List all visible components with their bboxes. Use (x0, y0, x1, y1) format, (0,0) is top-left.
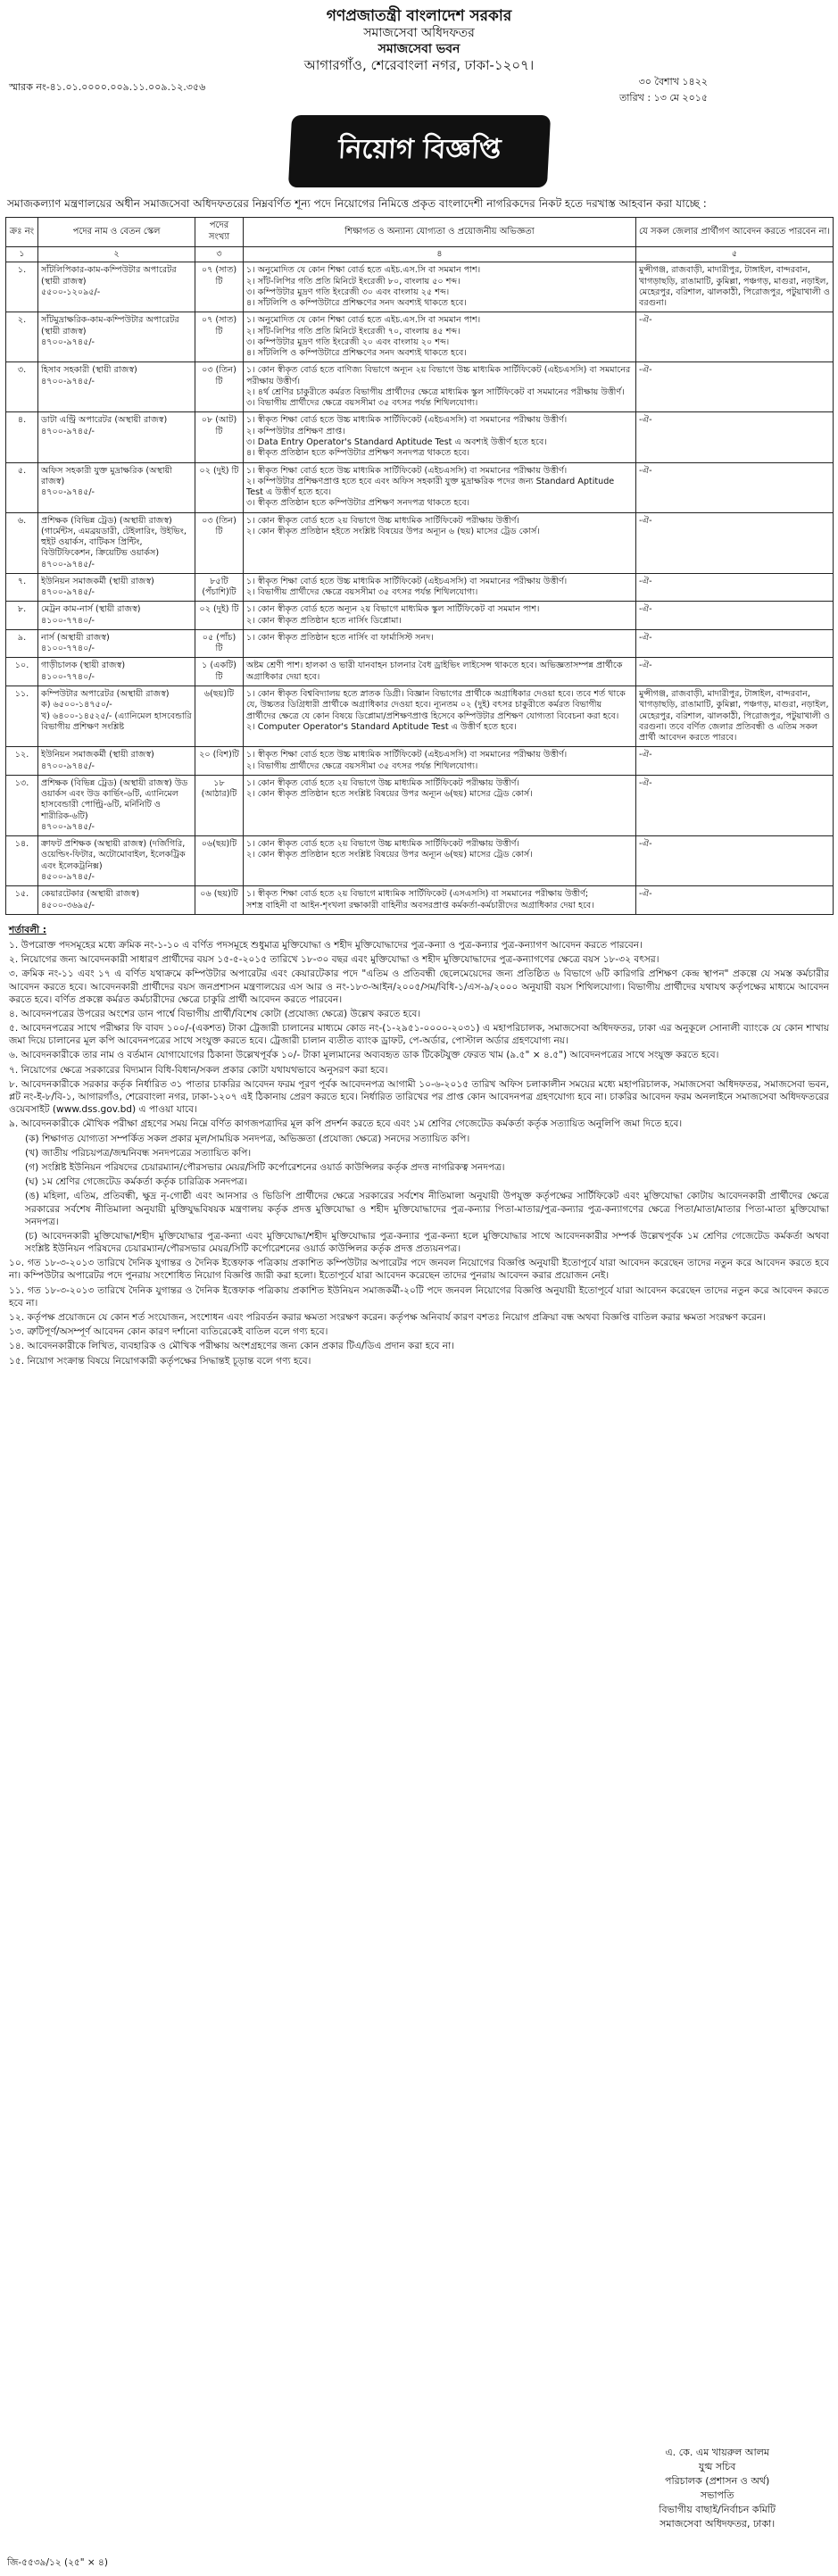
row-serial: ১৫. (6, 886, 38, 915)
signatory-name: এ. কে. এম খায়রুল আলম (665, 2447, 769, 2458)
table-row (6, 462, 834, 512)
row-excluded-districts: -ঐ- (636, 573, 834, 602)
row-serial: ২. (6, 312, 38, 362)
table-row (6, 775, 834, 835)
row-qualification: ১। স্বীকৃত শিক্ষা বোর্ড হতে উচ্চ মাধ্যমিক সার্টিফিকেট (এইচএসসি) বা সমমানের পরীক্ষায় উত্তীর্ণ। ২। বিভাগীয় প্রার্থীদের ক্ষেত্রে বয়সসীমা ৩৫ বৎসর পর্যন্ত শিথিলযোগ্য। (244, 747, 636, 776)
condition-item: ৪. আবেদনপত্রের উপরের অংশের ডান পার্শ্বে বিভাগীয় প্রার্থী/বিশেষ কোটা (প্রযোজ্য ক্ষেত্রে) উল্লেখ করতে হবে। (9, 1008, 421, 1019)
row-serial: ১৪. (6, 836, 38, 886)
table-row (6, 658, 834, 686)
row-serial: ১০. (6, 658, 38, 686)
condition-item: ১২. কর্তৃপক্ষ প্রয়োজনে যে কোন শর্ত সংযোজন, সংশোধন এবং পরিবর্তন করার ক্ষমতা সংরক্ষণ করেন। কর্তৃপক্ষ অনিবার্য কারণ বশতঃ নিয়োগ প্রক্রিয়া বন্ধ অথবা বিজ্ঞপ্তি বাতিল করার ক্ষমতা সংরক্ষণ করেন। (9, 1312, 767, 1324)
column-number-row (6, 246, 834, 262)
col-number: ৪ (244, 246, 636, 262)
row-excluded-districts: -ঐ- (636, 312, 834, 362)
condition-item: ১৩. ত্রুটিপূর্ণ/অসম্পূর্ণ আবেদন কোন কারণ দর্শানো ব্যতিরেকেই বাতিল বলে গণ্য হবে। (9, 1326, 328, 1338)
table-row (6, 412, 834, 462)
row-post-count: ১ (একটি) টি (195, 658, 244, 686)
row-post-name: প্রশিক্ষক (বিভিন্ন ট্রেড) (অস্থায়ী রাজস্ব) (গার্মেন্টস, এমব্রয়ডারী, টেইলারিং, উইভিং, হুইট ওয়ার্কস, বাটিকস প্রিন্টিং, বিউটিফিকেশন, ক্রিয়েটিভ ওয়ার্কস) ৪৭০০-৯৭৪৫/- (38, 512, 195, 573)
row-qualification: ১। স্বীকৃত শিক্ষা বোর্ড হতে উচ্চ মাধ্যমিক সার্টিফিকেট (এইচএসসি) বা সমমানের পরীক্ষায় উত্তীর্ণ। ২। বিভাগীয় প্রার্থীদের ক্ষেত্রে বয়সসীমা ৩৫ বৎসর পর্যন্ত শিথিলযোগ্য। (244, 573, 636, 602)
condition-subitem: (ঙ) মহিলা, এতিম, প্রতিবন্ধী, ক্ষুদ্র নৃ-গোষ্ঠী এবং আনসার ও ভিডিপি প্রার্থীদের ক্ষেত্রে সরকারের সর্বশেষ নীতিমালা অনুযায়ী উপযুক্ত কর্তৃপক্ষের সার্টিফিকেট এবং মুক্তিযোদ্ধা কোটায় আবেদনকারী প্রার্থীদের ক্ষেত্রে সরকারের সর্বশেষ নীতিমালা অনুযায়ী মুক্তিযুদ্ধবিষয়ক মন্ত্রণালয় কর্তৃক প্রদত্ত মুক্তিযোদ্ধা ও শহীদ মুক্তিযোদ্ধাদের পুত্র-কন্যার পিতা-মাতার/পুত্র-কন্যার পুত্র-কন্যাগণের ক্ষেত্রে পিতা/মাতা/মাতার পিতা-মাতা মুক্তিযোদ্ধা সনদপত্র। (25, 1191, 829, 1227)
col-number: ৩ (195, 246, 244, 262)
row-post-name: অফিস সহকারী যুক্ত মুদ্রাক্ষরিক (অস্থায়ী রাজস্ব) ৪৭০০-৯৭৪৫/- (38, 462, 195, 512)
row-serial: ৯. (6, 629, 38, 658)
conditions-sublist (9, 1133, 829, 1256)
header-qualification: শিক্ষাগত ও অন্যান্য যোগ্যতা ও প্রয়োজনীয় অভিজ্ঞতা (244, 218, 636, 247)
row-post-count: ০৬(ছয়)টি (195, 836, 244, 886)
row-serial: ৫. (6, 462, 38, 512)
office-address: আগারগাঁও, শেরেবাংলা নগর, ঢাকা-১২০৭। (303, 57, 535, 74)
posts-table-body (6, 262, 834, 915)
signatory-designation: যুগ্ম সচিব (698, 2460, 736, 2472)
row-post-name: ইউনিয়ন সমাজকর্মী (স্থায়ী রাজস্ব) ৪৭০০-৯৭৪৫/- (38, 573, 195, 602)
row-excluded-districts: -ঐ- (636, 836, 834, 886)
table-header-row (6, 218, 834, 247)
header-serial: ক্রঃ নং (6, 218, 38, 247)
row-excluded-districts: -ঐ- (636, 658, 834, 686)
table-row (6, 573, 834, 602)
row-post-count: ১৮ (আঠার)টি (195, 775, 244, 835)
row-excluded-districts: -ঐ- (636, 412, 834, 462)
row-serial: ৭. (6, 573, 38, 602)
row-post-count: ০২ (দুই) টি (195, 602, 244, 630)
date-english-line (619, 90, 708, 107)
date-english: ১৩ মে ২০১৫ (653, 92, 708, 104)
row-qualification: অষ্টম শ্রেণী পাশ। হালকা ও ভারী যানবাহন চালনার বৈধ ড্রাইভিং লাইসেন্স থাকতে হবে। অভিজ্ঞতাসম্পন্ন প্রার্থীকে অগ্রাধিকার দেয়া হবে। (244, 658, 636, 686)
row-qualification: ১। কোন স্বীকৃত বোর্ড হতে ২য় বিভাগে উচ্চ মাধ্যমিক সার্টিফিকেট পরীক্ষায় উত্তীর্ণ। ২। কোন স্বীকৃত প্রতিষ্ঠান হতে সংশ্লিষ্ট বিষয়ের উপর অন্যূন ৬(ছয়) মাসের ট্রেড কোর্স। (244, 836, 636, 886)
table-row (6, 629, 834, 658)
header-excluded-districts: যে সকল জেলার প্রার্থীগণ আবেদন করতে পারবেন না। (636, 218, 834, 247)
col-number: ২ (38, 246, 195, 262)
row-excluded-districts: -ঐ- (636, 512, 834, 573)
posts-table (5, 217, 834, 914)
condition-subitem: (ঘ) ১ম শ্রেণির গেজেটেড কর্মকর্তা কর্তৃক চারিত্রিক সনদপত্র। (25, 1176, 248, 1188)
row-serial: ৮. (6, 602, 38, 630)
conditions-section (9, 924, 829, 1367)
conditions-list (9, 939, 829, 1131)
row-qualification: ১। স্বীকৃত শিক্ষা বোর্ড হতে ২য় বিভাগে মাধ্যমিক সার্টিফিকেট (এসএসসি) বা সমমানের পরীক্ষায় উত্তীর্ণ; সশস্ত্র বাহিনী বা আইন-শৃংখলা রক্ষাকারী বাহিনীর অবসরপ্রাপ্ত কর্মকর্তা-কর্মচারীদের অগ্রাধিকার দেয়া হবে। (244, 886, 636, 915)
row-post-count: ০৬ (ছয়)টি (195, 886, 244, 915)
row-serial: ৩. (6, 362, 38, 412)
row-post-name: সাঁটমুদ্রাক্ষরিক-কাম-কম্পিউটার অপারেটর (স্থায়ী রাজস্ব) ৪৭০০-৯৭৪৫/- (38, 312, 195, 362)
condition-subitem: (চ) আবেদনকারী মুক্তিযোদ্ধা/শহীদ মুক্তিযোদ্ধার পুত্র-কন্যা এবং মুক্তিযোদ্ধা/শহীদ মুক্তিযোদ্ধার পুত্র-কন্যার পুত্র-কন্যা হলে মুক্তিযোদ্ধার সাথে আবেদনকারীর সম্পর্ক উল্লেখপূর্বক ১ম শ্রেণির গেজেটেড কর্মকর্তা অথবা সংশ্লিষ্ট ইউনিয়ন পরিষদের চেয়ারম্যান/পৌরসভার মেয়র/সিটি কর্পোরেশনের ওয়ার্ড কাউন্সিলর কর্তৃক প্রদত্ত প্রত্যয়নপত্র। (25, 1230, 829, 1255)
header-post: পদের নাম ও বেতন স্কেল (38, 218, 195, 247)
row-serial: ১৩. (6, 775, 38, 835)
condition-item: ১১. গত ১৮-৩-২০১৩ তারিখে দৈনিক যুগান্তর ও দৈনিক ইত্তেফাক পত্রিকায় প্রকাশিত ইউনিয়ন সমাজকর্মী-২০টি পদে জনবল নিয়োগের বিজ্ঞপ্তি অনুযায়ী ইতোপূর্বে যারা আবেদন করেছেন তাদের নতুন করে আবেদন করতে হবে না। (9, 1284, 829, 1309)
committee-name: বিভাগীয় বাছাই/নির্বাচন কমিটি (659, 2503, 776, 2515)
row-serial: ১২. (6, 747, 38, 776)
signatory-role: পরিচালক (প্রশাসন ও অর্থ) (665, 2474, 770, 2487)
department-name: সমাজসেবা অধিদফতর (363, 26, 475, 41)
row-excluded-districts: মুন্সীগঞ্জ, রাজবাড়ী, মাদারীপুর, টাঙ্গাইল, বান্দরবান, খাগড়াছড়ি, রাঙামাটি, কুমিল্লা, পঞ্চগড়, মাগুরা, নড়াইল, মেহেরপুর, বরিশাল, ঝালকাঠী, পিরোজপুর, পটুয়াখালী ও বরগুনা। তবে বর্ণিত জেলার প্রতিবন্ধী ও এতিম সকল প্রার্থী আবেদন করতে পারবে। (636, 686, 834, 747)
condition-subitem: (গ) সংশ্লিষ্ট ইউনিয়ন পরিষদের চেয়ারম্যান/পৌরসভার মেয়র/সিটি কর্পোরেশনের ওয়ার্ড কাউন্সিলর কর্তৃক প্রদত্ত নাগরিকত্ব সনদপত্র। (25, 1161, 505, 1173)
memo-row (5, 74, 833, 115)
signature-block (659, 2446, 776, 2531)
row-excluded-districts: মুন্সীগঞ্জ, রাজবাড়ী, মাদারীপুর, টাঙ্গাইল, বান্দরবান, খাগড়াছড়ি, রাঙামাটি, কুমিল্লা, পঞ্চগড়, মাগুরা, নড়াইল, মেহেরপুর, বরিশাল, ঝালকাঠী, পিরোজপুর, পটুয়াখালী ও বরগুনা। (636, 262, 834, 312)
row-post-name: ক্রাফট প্রশিক্ষক (অস্থায়ী রাজস্ব) (দর্জিগিরি, ওয়েল্ডিং-ফিটার, অটোমোবাইল, ইলেকট্রিক এবং ইলেকট্রনিক্স) ৪৫০০-৯৭৪৫/- (38, 836, 195, 886)
row-post-count: ০৩ (তিন) টি (195, 362, 244, 412)
row-post-count: ২০ (বিশ)টি (195, 747, 244, 776)
row-post-count: ০২ (দুই) টি (195, 462, 244, 512)
row-qualification: ১। কোন স্বীকৃত বোর্ড হতে ২য় বিভাগে উচ্চ মাধ্যমিক সার্টিফিকেট পরীক্ষায় উত্তীর্ণ। ২। কোন স্বীকৃত প্রতিষ্ঠান হইতে সংশ্লিষ্ট বিষয়ের উপর অন্যূন ৬ (ছয়) মাসের ট্রেড কোর্স। (244, 512, 636, 573)
table-row (6, 747, 834, 776)
table-row (6, 312, 834, 362)
intro-text: সমাজকল্যাণ মন্ত্রণালয়ের অধীন সমাজসেবা অধিদফতরের নিম্নবর্ণিত শূন্য পদে নিয়োগের নিমিত্তে প্রকৃত বাংলাদেশী নাগরিকদের নিকট হতে দরখাস্ত আহবান করা যাচ্ছে : (7, 197, 707, 210)
row-post-name: কম্পিউটার অপারেটর (অস্থায়ী রাজস্ব) ক) ৬৫০০-১৪৭৫০/- খ) ৬৪০০-১৪৫২৫/- (এ্যানিমেল হাসবেন্ডারি বিভাগীয় প্রশিক্ষণ সংশ্লিষ্ট (38, 686, 195, 747)
condition-subitem: (ক) শিক্ষাগত যোগ্যতা সম্পর্কিত সকল প্রকার মূল/সাময়িক সনদপত্র, অভিজ্ঞতা (প্রযোজ্য ক্ষেত্রে) সনদের সত্যায়িত কপি। (25, 1133, 470, 1144)
row-post-name: গাড়ীচালক (স্থায়ী রাজস্ব) ৪১০০-৭৭৪০/- (38, 658, 195, 686)
header-count: পদের সংখ্যা (195, 218, 244, 247)
condition-item: ২. নিয়োগের জন্য আবেদনকারী সাধারণ প্রার্থীদের বয়স ১৫-৫-২০১৫ তারিখে ১৮-৩০ বছর এবং মুক্তিযোদ্ধা ও শহীদ মুক্তিযোদ্ধাদের পুত্র-কন্যাগণের ক্ষেত্রে বয়স ১৮-৩২ বৎসর। (9, 954, 660, 966)
row-serial: ১১. (6, 686, 38, 747)
building-name: সমাজসেবা ভবন (378, 41, 460, 56)
condition-item: ৭. নিয়োগের ক্ষেত্রে সরকারের বিদ্যমান বিধি-বিধান/সকল প্রকার কোটা যথাযথভাবে অনুসরণ করা হবে। (9, 1064, 388, 1076)
table-row (6, 886, 834, 915)
table-row (6, 836, 834, 886)
conditions-title: শর্তাবলী : (9, 924, 47, 935)
row-post-name: নার্স (অস্থায়ী রাজস্ব) ৪১০০-৭৭৪০/- (38, 629, 195, 658)
row-post-name: প্রশিক্ষক (বিভিন্ন ট্রেড) (অস্থায়ী রাজস্ব) উড ওয়ার্কস এবং উড কার্ভিং-৬টি, এ্যানিমেল হাসবেন্ডারী পোল্ট্রি-৬টি, মর্নিনিটি ও শারীরিক-৬টি) ৪৭০০-৯৭৪৫/- (38, 775, 195, 835)
row-serial: ৬. (6, 512, 38, 573)
row-post-name: মেট্রন কাম-নার্স (স্থায়ী রাজস্ব) ৪১০০-৭৭৪০/- (38, 602, 195, 630)
row-post-count: ০৭ (সাত) টি (195, 312, 244, 362)
row-post-count: ০৩ (তিন) টি (195, 512, 244, 573)
row-excluded-districts: -ঐ- (636, 462, 834, 512)
row-excluded-districts: -ঐ- (636, 629, 834, 658)
col-number: ১ (6, 246, 38, 262)
row-qualification: ১। কোন স্বীকৃত বোর্ড হতে অন্যূন ২য় বিভাগে মাধ্যমিক স্কুল সার্টিফিকেট বা সমমান পাশ। ২। কোন স্বীকৃত প্রতিষ্ঠান হতে নার্সিং ডিপ্লোমা। (244, 602, 636, 630)
row-excluded-districts: -ঐ- (636, 362, 834, 412)
col-number: ৫ (636, 246, 834, 262)
condition-item: ৮. আবেদনকারীকে সরকার কর্তৃক নির্ধারিত ৩১ পাতার চাকরির আবেদন ফরম পূরণ পূর্বক আবেদনপত্র আগামী ১০-৬-২০১৫ তারিখ অফিস চলাকালীন সময়ের মধ্যে মহাপরিচালক, সমাজসেবা অধিদফতর, সমাজসেবা ভবন, প্লট নং-ই-৮/বি-১, আগারগাঁও, শেরেবাংলা নগর, ঢাকা-১২০৭ এই ঠিকানায় প্রেরণ করতে হবে। নির্ধারিত তারিখের পর প্রাপ্ত কোন আবেদনপত্র গ্রহণযোগ্য হবে না। চাকরির আবেদন ফরম অনলাইনে সমাজসেবা অধিদফতরের ওয়েবসাইট (www.dss.gov.bd) এ পাওয়া যাবে। (9, 1078, 829, 1116)
table-row (6, 602, 834, 630)
row-post-name: ইউনিয়ন সমাজকর্মী (স্থায়ী রাজস্ব) ৪৭০০-৯৭৪৫/- (38, 747, 195, 776)
condition-item: ৬. আবেদনকারীকে তার নাম ও বর্তমান যোগাযোগের ঠিকানা উল্লেখপূর্বক ১০/- টাকা মূল্যমানের অব্যবহৃত ডাক টিকেটযুক্ত ফেরত খাম (৯.৫" × ৪.৫") আবেদনপত্রের সাথে সংযুক্ত করতে হবে। (9, 1050, 719, 1061)
row-qualification: ১। স্বীকৃত শিক্ষা বোর্ড হতে উচ্চ মাধ্যমিক সার্টিফিকেট (এইচএসসি) বা সমমানের পরীক্ষায় উত্তীর্ণ। ২। কম্পিউটার প্রশিক্ষণপ্রাপ্ত হতে হবে এবং অফিস সহকারী যুক্ত মুদ্রাক্ষরিক পদের জন্য Standard Aptitude Test এ উত্তীর্ণ হতে হবে। ৩। স্বীকৃত প্রতিষ্ঠান হতে কম্পিউটার প্রশিক্ষণ সনদপত্র থাকতে হবে। (244, 462, 636, 512)
row-post-count: ০৫ (পাঁচ) টি (195, 629, 244, 658)
office-name: সমাজসেবা অধিদফতর, ঢাকা। (660, 2517, 776, 2530)
conditions-list-continued (9, 1257, 829, 1367)
row-post-count: ০৮ (আট) টি (195, 412, 244, 462)
letterhead (5, 7, 833, 74)
row-qualification: ১। অনুমোদিত যে কোন শিক্ষা বোর্ড হতে এইচ.এস.সি বা সমমান পাশ। ২। সাঁট-লিপির গতি প্রতি মিনিটে ইংরেজী ৮০, বাংলায় ৫০ শব্দ। ৩। কম্পিউটার মুদ্রণ গতি ইংরেজী ৩০ এবং বাংলায় ২৫ শব্দ। ৪। সাঁটলিপি ও কম্পিউটারে প্রশিক্ষণের সনদ অবশ্যই থাকতে হবে। (244, 262, 636, 312)
condition-item: ১৫. নিয়োগ সংক্রান্ত বিষয়ে নিয়োগকারী কর্তৃপক্ষের সিদ্ধান্তই চূড়ান্ত বলে গণ্য হবে। (9, 1355, 311, 1367)
row-qualification: ১। কোন স্বীকৃত বিশ্ববিদ্যালয় হতে স্নাতক ডিগ্রী। বিজ্ঞান বিভাগের প্রার্থীকে অগ্রাধিকার দেওয়া হবে। তবে শর্ত থাকে যে, উচ্চতর ডিগ্রিধারী প্রার্থীকে অগ্রাধিকার দেওয়া হবে। ন্যূনতম ০২ (দুই) বৎসর চাকুরীতে কর্মরত বিভাগীয় প্রার্থীদের ক্ষেত্রে যে কোন বিষয়ে ডিপ্লোমা/প্রশিক্ষণপ্রাপ্ত হিসেবে কম্পিউটার প্রশিক্ষণ যোগ্যতা বিবেচনা করা হবে। ২। Computer Operator's Standard Aptitude Test এ উত্তীর্ণ হতে হবে। (244, 686, 636, 747)
date-label: তারিখ : (618, 92, 651, 104)
print-code: জি-৫৫৩৯/১২ (২৫" × ৪) (7, 2557, 108, 2568)
row-excluded-districts: -ঐ- (636, 602, 834, 630)
row-serial: ৪. (6, 412, 38, 462)
committee-role: সভাপতি (700, 2489, 734, 2501)
memo-number: স্মারক নং-৪১.০১.০০০০.০০৯.১১.০০৯.১২.৩৫৬ (9, 81, 206, 93)
row-excluded-districts: -ঐ- (636, 747, 834, 776)
table-row (6, 362, 834, 412)
government-name: গণপ্রজাতন্ত্রী বাংলাদেশ সরকার (326, 7, 512, 25)
row-qualification: ১। স্বীকৃত শিক্ষা বোর্ড হতে উচ্চ মাধ্যমিক সার্টিফিকেট (এইচএসসি) বা সমমানের পরীক্ষায় উত্তীর্ণ। ২। কম্পিউটার প্রশিক্ষণ প্রাপ্ত। ৩। Data Entry Operator's Standard Aptitude Test এ অবশ্যই উত্তীর্ণ হতে হবে। ৪। স্বীকৃত প্রতিষ্ঠান হতে কম্পিউটার প্রশিক্ষণ সনদপত্র থাকতে হবে। (244, 412, 636, 462)
condition-item: ১০. গত ১৮-৩-২০১৩ তারিখে দৈনিক যুগান্তর ও দৈনিক ইত্তেফাক পত্রিকায় প্রকাশিত কম্পিউটার অপারেটর পদে জনবল নিয়োগের বিজ্ঞপ্তি অনুযায়ী ইতোপূর্বে যারা আবেদন করেছেন তাদের নতুন করে আবেদন করতে হবে না। কম্পিউটার অপারেটর পদে পুনরায় সংশোধিত নিয়োগ বিজ্ঞপ্তি জারী করা হলো। ইতোপূর্বে যারা আবেদন করেছেন তাদের পুনরায় আবেদন করার প্রয়োজন নেই। (9, 1258, 829, 1282)
notice-title: নিয়োগ বিজ্ঞপ্তি (287, 115, 550, 187)
condition-item: ৫. আবেদনপত্রের সাথে পরীক্ষার ফি বাবদ ১০০/-(একশত) টাকা ট্রেজারী চালানের মাধ্যমে কোড নং-(১-২৯৫১-০০০০-২০৩১) এ মহাপরিচালক, সমাজসেবা অধিদফতর, ঢাকা এর অনুকূলে সোনালী ব্যাংকে যে কোন শাখায় জমা দিয়ে চালানের মূল কপি আবেদনপত্রের সাথে সংযুক্ত করতে হবে। ট্রেজারী চালান ব্যতীত ব্যাংক ড্রাফট, পে-অর্ডার, পোস্টাল অর্ডার গ্রহণযোগ্য নয়। (9, 1023, 829, 1047)
row-qualification: ১। কোন স্বীকৃত বোর্ড হতে ২য় বিভাগে উচ্চ মাধ্যমিক সার্টিফিকেট পরীক্ষায় উত্তীর্ণ। ২। কোন স্বীকৃত প্রতিষ্ঠান হতে সংশ্লিষ্ট বিষয়ের উপর অন্যূন ৬(ছয়) মাসের ট্রেড কোর্স। (244, 775, 636, 835)
row-post-name: ডাটা এন্ট্রি অপারেটর (অস্থায়ী রাজস্ব) ৪৭০০-৯৭৪৫/- (38, 412, 195, 462)
table-row (6, 262, 834, 312)
condition-item: ৯. আবেদনকারীকে মৌখিক পরীক্ষা গ্রহণের সময় নিম্নে বর্ণিত কাগজপত্রাদির মূল কপি প্রদর্শন করতে হবে এবং ১ম শ্রেণির গেজেটেড কর্মকর্তা কর্তৃক সত্যায়িত অনুলিপি জমা দিতে হবে। (9, 1118, 683, 1130)
row-qualification: ১। কোন স্বীকৃত প্রতিষ্ঠান হতে নার্সিং বা ফার্মাসিস্ট সনদ। (244, 629, 636, 658)
table-row (6, 686, 834, 747)
row-post-count: ০৭ (সাত) টি (195, 262, 244, 312)
table-row (6, 512, 834, 573)
row-post-count: ৮৫টি (পঁচাশি)টি (195, 573, 244, 602)
row-post-name: সাঁটলিপিকার-কাম-কম্পিউটার অপারেটর (স্থায়ী রাজস্ব) ৫৫০০-১২০৯৫/- (38, 262, 195, 312)
row-post-name: হিসাব সহকারী (স্থায়ী রাজস্ব) ৪৭০০-৯৭৪৫/- (38, 362, 195, 412)
condition-item: ৩. ক্রমিক নং-১১ এবং ১৭ এ বর্ণিত যথাক্রমে কম্পিউটার অপারেটর এবং কেয়ারটেকার পদে "এতিম ও প্রতিবন্ধী ছেলেমেয়েদের জন্য প্রতিষ্ঠিত ৬ বিভাগে ৬টি কারিগরি প্রশিক্ষণ কেন্দ্র স্থাপন" প্রকল্পে যে সমস্ত কর্মচারীর আবেদন করতে হবে। আবেদনকারী প্রার্থীদের বয়স জনপ্রশাসন মন্ত্রণালয়ের এস আর ও নং-১৮৩-আইন/২০০৫/সম/বিধি-১/এস-৯/২০০০ অনুযায়ী বয়স শিথিলযোগ্য। বিভাগীয় প্রার্থীদের যথাযথ কর্তৃপক্ষের মাধ্যমে আবেদন করতে হবে। বর্ণিত প্রকল্পে কর্মরত কর্মচারীদের ক্ষেত্রে চাকুরি প্রার্থী আবেদন করতে পারবেন। (9, 968, 829, 1005)
row-post-name: কেয়ারটেকার (অস্থায়ী রাজস্ব) ৪৫০০-৩৬৯৫/- (38, 886, 195, 915)
date-bengali: ৩০ বৈশাখ ১৪২২ (638, 76, 708, 87)
condition-subitem: (খ) জাতীয় পরিচয়পত্র/জন্মনিবন্ধ সনদপত্রের সত্যায়িত কপি। (25, 1147, 252, 1159)
condition-item: ১. উপরোক্ত পদসমূহের মধ্যে ক্রমিক নং-১-১০ এ বর্ণিত পদসমূহে শুধুমাত্র মুক্তিযোদ্ধা ও শহীদ মুক্তিযোদ্ধাদের পুত্র-কন্যা ও পুত্র-কন্যার পুত্র-কন্যাগণ আবেদন করতে পারবেন। (9, 939, 643, 951)
row-excluded-districts: -ঐ- (636, 775, 834, 835)
row-qualification: ১। কোন স্বীকৃত বোর্ড হতে বাণিজ্য বিভাগে অন্যূন ২য় বিভাগে উচ্চ মাধ্যমিক সার্টিফিকেট (এইচএসসি) বা সমমানের পরীক্ষায় উত্তীর্ণ। ২। ৪র্থ শ্রেণির চাকুরীতে কর্মরত বিভাগীয় প্রার্থীদের ক্ষেত্রে মাধ্যমিক স্কুল সার্টিফিকেট বা সমমানের পরীক্ষায় উত্তীর্ণ। ৩। বিভাগীয় প্রার্থীদের ক্ষেত্রে বয়সসীমা ৩৫ বৎসর পর্যন্ত শিথিলযোগ্য। (244, 362, 636, 412)
condition-item: ১৪. আবেদনকারীকে লিখিত, ব্যবহারিক ও মৌখিক পরীক্ষায় অংশগ্রহণের জন্য কোন প্রকার টিএ/ডিএ প্রদান করা হবে না। (9, 1341, 454, 1352)
row-qualification: ১। অনুমোদিত যে কোন শিক্ষা বোর্ড হতে এইচ.এস.সি বা সমমান পাশ। ২। সাঁট-লিপির গতি প্রতি মিনিটে ইংরেজী ৭০, বাংলায় ৪৫ শব্দ। ৩। কম্পিউটার মুদ্রণ গতি ইংরেজী ২০ এবং বাংলায় ২০ শব্দ। ৪। সাঁটলিপি ও কম্পিউটারে প্রশিক্ষণের সনদ অবশ্যই থাকতে হবে। (244, 312, 636, 362)
row-excluded-districts: -ঐ- (636, 886, 834, 915)
row-serial: ১. (6, 262, 38, 312)
row-post-count: ৬(ছয়)টি (195, 686, 244, 747)
